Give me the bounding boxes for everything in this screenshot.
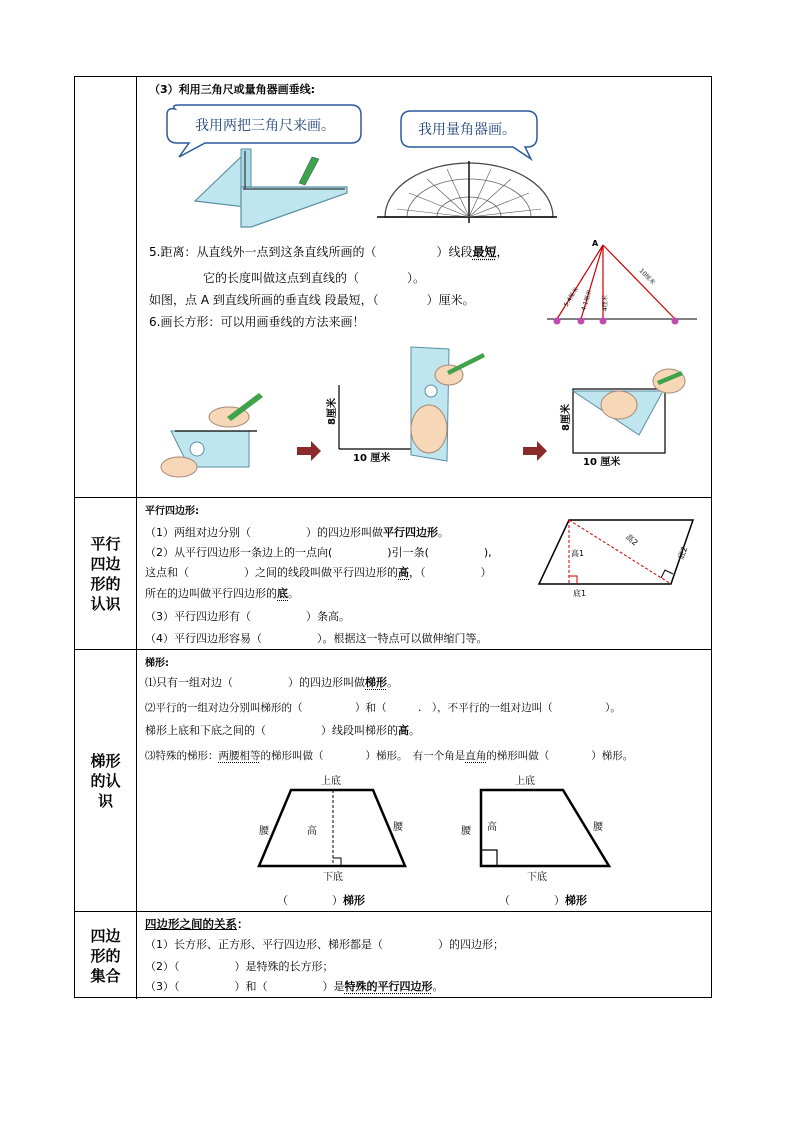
height-2-label: 高2 [623, 532, 640, 548]
leg-left-label: 腰 [461, 826, 471, 837]
row-content [137, 77, 711, 497]
parallelogram-line-3: 这点和（ ）之间的线段叫做平行四边形的高，（ ） [145, 566, 492, 579]
side-label-8cm-a: 8厘米 [327, 398, 338, 425]
length-label-4: 10厘米 [637, 267, 657, 287]
row-quadrilateral-set [75, 912, 711, 999]
right-trapezoid-caption: （ ）梯形 [499, 894, 587, 907]
trapezoid-line-1: ⑴只有一组对边（ ）的四边形叫做梯形。 [145, 676, 398, 689]
parallelogram-line-6: （4）平行四边形容易（ ）。根据这一特点可以做伸缩门等。 [145, 632, 488, 645]
protractor-illustration [377, 159, 557, 225]
relations-title: 四边形之间的关系： [145, 917, 249, 931]
distance-definition [149, 243, 509, 260]
row-parallelogram [75, 498, 711, 650]
side-label-10cm-b: 10 厘米 [583, 457, 621, 468]
rectangle-drawing-steps [149, 345, 689, 485]
section-title: （3）利用三角尺或量角器画垂线: [149, 83, 316, 96]
distance-text-c: ， [496, 245, 509, 259]
distance-emphasis: 最短 [472, 245, 497, 259]
bubble-text-triangle: 我用两把三角尺来画。 [195, 118, 335, 134]
speech-bubble-protractor [399, 109, 539, 161]
right-trapezoid-figure [457, 772, 627, 882]
row-trapezoid [75, 650, 711, 912]
base-1-label: 底1 [573, 589, 587, 598]
trapezoid-line-3: 梯形上底和下底之间的（ ）线段叫梯形的高。 [145, 724, 420, 737]
step-1-illustration [161, 393, 263, 477]
relations-line-3: （3）（ ）和（ ）是特殊的平行四边形。 [145, 980, 444, 993]
distance-line3: 如图，点 A 到直线所画的垂直线 段最短，（ ）厘米。 [149, 293, 475, 307]
row-label-trapezoid: 梯形的认识 [75, 650, 137, 911]
lower-base-label: 下底 [323, 872, 343, 882]
relations-line-1: （1）长方形、正方形、平行四边形、梯形都是（ ）的四边形； [145, 938, 504, 951]
distance-figure [547, 237, 697, 329]
arrow-icon-1 [297, 441, 321, 461]
parallelogram-line-5: （3）平行四边形有（ ）条高。 [145, 610, 350, 623]
row-content [137, 650, 711, 911]
content-table [74, 76, 712, 998]
parallelogram-line-1: （1）两组对边分别（ ）的四边形叫做平行四边形。 [145, 526, 449, 539]
height-label: 高 [307, 826, 317, 837]
row-content [137, 912, 711, 999]
leg-right-label: 腰 [393, 822, 403, 833]
base-2-label: 底2 [676, 545, 690, 561]
parallelogram-figure [537, 514, 705, 606]
length-label-2: 4.1厘米 [580, 288, 594, 312]
leg-left-label: 腰 [259, 826, 269, 837]
parallelogram-line-2: （2）从平行四边形一条边上的一点向( )引一条( ), [145, 546, 492, 559]
row-content [137, 498, 711, 649]
length-label-3: 4厘米 [602, 295, 609, 311]
isosceles-trapezoid-figure [249, 772, 419, 882]
distance-text-b: ）线段 [436, 245, 473, 259]
triangle-rulers-illustration [187, 147, 367, 237]
isosceles-caption: （ ）梯形 [277, 894, 365, 907]
bubble-text-protractor: 我用量角器画。 [418, 122, 516, 138]
leg-right-label: 腰 [593, 822, 603, 833]
parallelogram-line-4: 所在的边叫做平行四边形的底。 [145, 587, 299, 600]
side-label-8cm-b: 8厘米 [561, 404, 572, 431]
rectangle-instruction: 6.画长方形：可以用画垂线的方法来画！ [149, 315, 365, 329]
row-label-quadrilateral-set: 四边形的集合 [75, 912, 137, 999]
height-1-label: 高1 [571, 549, 585, 558]
trapezoid-line-4: ⑶特殊的梯形：两腰相等的梯形叫做（ ）梯形。 有一个角是直角的梯形叫做（ ）梯形。 [145, 750, 634, 762]
upper-base-label: 上底 [321, 776, 341, 787]
arrow-icon-2 [523, 441, 547, 461]
row-perpendicular [75, 77, 711, 498]
length-label-1: 5.4厘米 [562, 286, 581, 309]
trapezoid-title: 梯形: [145, 658, 169, 669]
step-2-illustration [325, 347, 485, 464]
lower-base-label: 下底 [527, 872, 547, 882]
trapezoid-line-2: ⑵平行的一组对边分别叫梯形的（ ）和（ . ），不平行的一组对边叫（ ）。 [145, 702, 621, 714]
row-label-empty [75, 77, 137, 497]
upper-base-label: 上底 [515, 776, 535, 787]
step-3-illustration [559, 369, 685, 468]
distance-text-a: 5.距离：从直线外一点到这条直线所画的（ [149, 245, 377, 259]
side-label-10cm-a: 10 厘米 [353, 453, 391, 464]
row-label-parallelogram: 平行四边形的认识 [75, 498, 137, 649]
relations-line-2: （2）（ ）是特殊的长方形； [145, 960, 334, 973]
distance-line2: 它的长度叫做这点到直线的（ ）。 [203, 271, 426, 285]
height-label: 高 [487, 822, 497, 833]
point-a-label: A [592, 239, 599, 248]
parallelogram-title: 平行四边形: [145, 506, 199, 517]
